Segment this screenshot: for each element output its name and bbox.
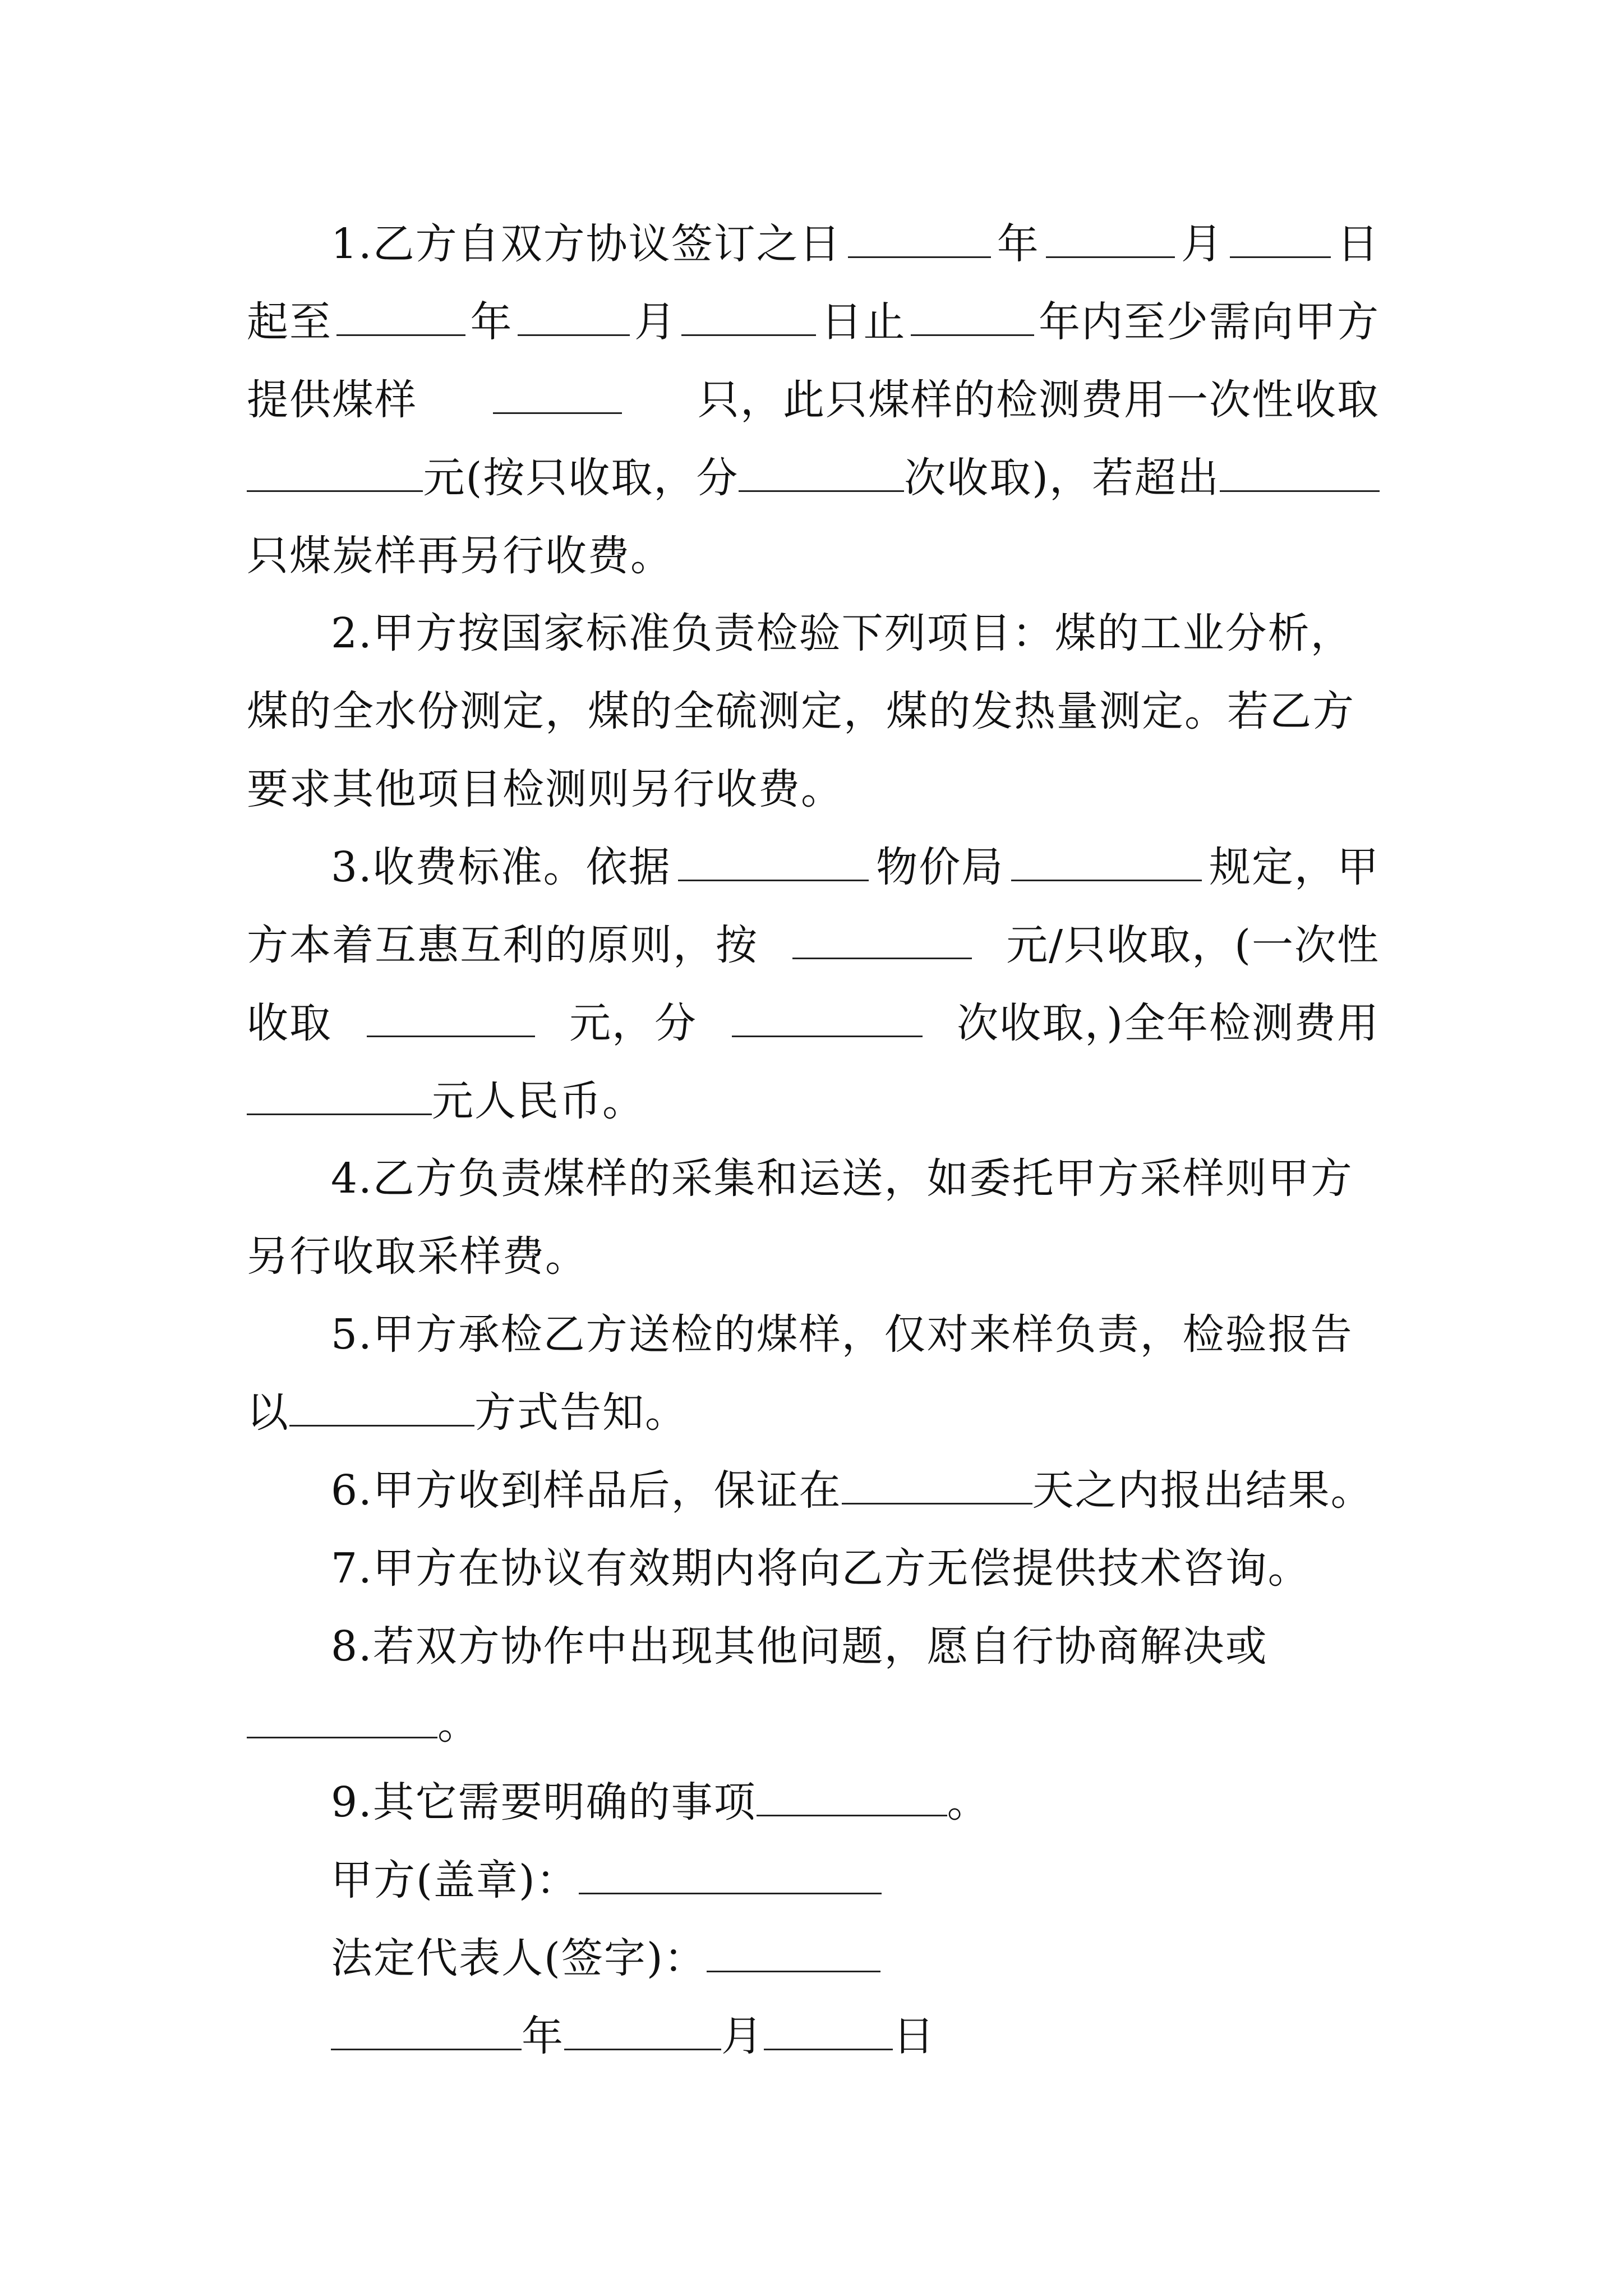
clause-3-line-2 <box>247 907 1380 984</box>
clause-3-line-4 <box>247 1062 1380 1140</box>
clause-5-text: 方式告知。 <box>474 1388 688 1437</box>
signature-year-blank[interactable] <box>331 2014 522 2050</box>
clause-2-line-1: 2.甲方按国家标准负责检验下列项目：煤的工业分析， <box>331 609 1353 657</box>
other-matters-blank[interactable] <box>757 1780 947 1816</box>
clause-8 <box>247 1608 1380 1764</box>
unit-price-blank[interactable] <box>792 923 972 959</box>
clause-4-line-1: 4.乙方负责煤样的采集和运送，如委托甲方采样则甲方 <box>331 1154 1353 1203</box>
clause-9 <box>247 1764 1380 1842</box>
signature-date-line <box>331 1998 935 2076</box>
legal-rep-line <box>331 1920 880 1998</box>
clause-3-text: 次收取，)全年检测费用 <box>957 999 1380 1047</box>
clause-7 <box>247 1530 1380 1608</box>
clause-1-line-5: 只煤炭样再另行收费。 <box>247 532 673 580</box>
excess-count-blank[interactable] <box>1220 455 1380 492</box>
clause-1-line-1 <box>247 205 1380 283</box>
clause-2-line-2: 煤的全水份测定，煤的全硫测定，煤的发热量测定。若乙方 <box>247 687 1355 735</box>
price-bureau-blank[interactable] <box>678 845 869 881</box>
day-label: 日 <box>1336 220 1380 268</box>
lump-sum-blank[interactable] <box>367 1001 535 1037</box>
signature-day-blank[interactable] <box>764 2014 893 2050</box>
from-label: 起至 <box>247 298 332 346</box>
clause-1-text: 提供煤样 <box>247 376 417 424</box>
clause-5-line-2 <box>247 1374 1380 1452</box>
clause-9-text: 9.其它需要明确的事项 <box>331 1778 757 1826</box>
clause-1-text: 只，此只煤样的检测费用一次性收取 <box>698 376 1380 424</box>
clause-1-line-4 <box>247 439 1380 517</box>
sign-date-month-blank[interactable] <box>1046 222 1175 258</box>
clause-6-text: 天之内报出结果。 <box>1032 1466 1373 1515</box>
clause-8-text: 。 <box>437 1700 480 1749</box>
clause-1-text: 次收取)，若超出 <box>904 454 1220 502</box>
year-label: 年 <box>470 298 513 346</box>
clause-3-text: 收取 <box>247 999 332 1047</box>
party-a-seal-label: 甲方(盖章)： <box>331 1856 579 1904</box>
sign-date-day-blank[interactable] <box>1230 222 1331 258</box>
clause-3-line-1 <box>247 829 1380 907</box>
clause-8-line-2 <box>247 1686 1380 1764</box>
clause-4 <box>247 1140 1380 1296</box>
report-days-blank[interactable] <box>842 1468 1032 1504</box>
clause-1 <box>247 205 1380 595</box>
clause-9-text: 。 <box>947 1778 990 1826</box>
clause-9-line-1 <box>247 1764 1380 1842</box>
year-label: 年 <box>997 220 1040 268</box>
regulation-blank[interactable] <box>1011 845 1202 881</box>
clause-5 <box>247 1296 1380 1452</box>
clause-3-text: 元人民币。 <box>432 1077 645 1125</box>
until-label: 日止 <box>820 298 906 346</box>
signature-month-blank[interactable] <box>564 2014 721 2050</box>
clause-3-text: 元/只收取，(一次性 <box>1006 921 1380 969</box>
payment-times-blank[interactable] <box>732 1001 923 1037</box>
clause-1-text: 1.乙方自双方协议签订之日 <box>331 220 842 268</box>
month-label: 月 <box>634 298 677 346</box>
dispute-resolution-blank[interactable] <box>247 1702 437 1738</box>
clause-2-line-3: 要求其他项目检测则另行收费。 <box>247 765 843 813</box>
clause-1-line-2 <box>247 283 1380 361</box>
clause-3-text: 方本着互惠互利的原则，按 <box>247 921 758 969</box>
clause-6 <box>247 1452 1380 1530</box>
period-years-blank[interactable] <box>911 300 1034 336</box>
clause-3-text: 元，分 <box>569 999 698 1047</box>
clause-5-line-1: 5.甲方承检乙方送检的煤样，仅对来样负责，检验报告 <box>331 1310 1353 1359</box>
legal-rep-signature-blank[interactable] <box>707 1936 880 1972</box>
clause-5-text: 以 <box>247 1388 289 1437</box>
party-a-seal-blank[interactable] <box>579 1858 882 1894</box>
start-month-blank[interactable] <box>518 300 630 336</box>
legal-rep-label: 法定代表人(签字)： <box>331 1934 707 1982</box>
annual-fee-blank[interactable] <box>247 1079 432 1115</box>
installments-blank[interactable] <box>739 455 904 492</box>
clause-4-line-2: 另行收取采样费。 <box>247 1232 588 1281</box>
sign-date-year-blank[interactable] <box>848 222 991 258</box>
end-day-blank[interactable] <box>681 300 816 336</box>
clause-2 <box>247 595 1380 829</box>
clause-8-line-1: 8.若双方协作中出现其他问题，愿自行协商解决或 <box>331 1622 1268 1671</box>
clause-3 <box>247 829 1380 1140</box>
clause-3-text: 3.收费标准。依据 <box>331 843 671 891</box>
signature-year-label: 年 <box>522 2012 564 2060</box>
clause-3-text: 物价局 <box>876 843 1004 891</box>
sample-count-blank[interactable] <box>493 378 622 414</box>
clause-1-text: 年内至少需向甲方 <box>1039 298 1380 346</box>
signature-day-label: 日 <box>893 2012 935 2060</box>
clause-1-line-3 <box>247 361 1380 439</box>
signature-month-label: 月 <box>721 2012 764 2060</box>
start-year-blank[interactable] <box>336 300 465 336</box>
clause-1-text: 元(按只收取，分 <box>423 454 739 502</box>
report-method-blank[interactable] <box>289 1390 474 1427</box>
clause-6-line-1 <box>247 1452 1380 1530</box>
one-time-fee-blank[interactable] <box>247 455 423 492</box>
clause-7-line-1: 7.甲方在协议有效期内将向乙方无偿提供技术咨询。 <box>331 1544 1311 1593</box>
party-a-seal-line <box>331 1842 882 1920</box>
clause-3-text: 规定，甲 <box>1209 843 1380 891</box>
clause-6-text: 6.甲方收到样品后，保证在 <box>331 1466 842 1515</box>
month-label: 月 <box>1181 220 1224 268</box>
clause-3-line-3 <box>247 984 1380 1062</box>
